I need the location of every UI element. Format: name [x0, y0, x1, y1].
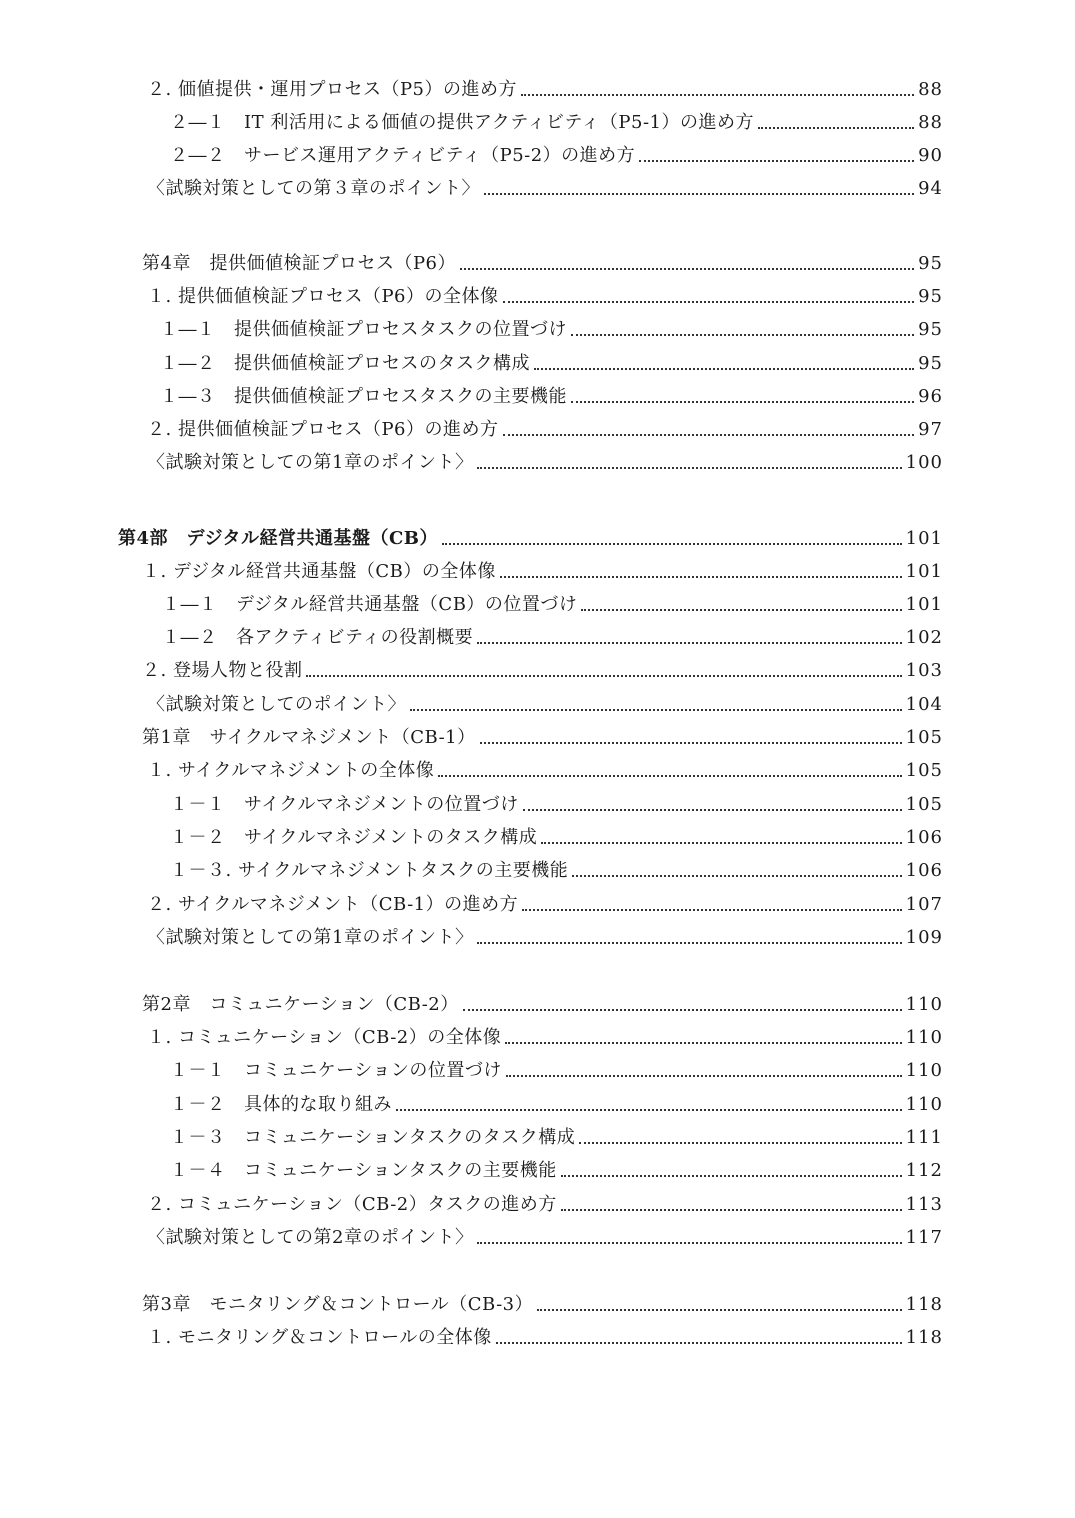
toc-entry-page-number: 95 [918, 253, 943, 274]
toc-entry[interactable] [170, 819, 943, 849]
toc-entry[interactable] [142, 553, 943, 583]
toc-entry-title: 〈試験対策としての第1章のポイント〉 [147, 927, 474, 948]
toc-dot-leader [503, 301, 915, 303]
toc-dot-leader [496, 1342, 902, 1344]
toc-dot-leader [579, 1142, 901, 1144]
toc-dot-leader [477, 1242, 901, 1244]
toc-entry-page-number: 95 [918, 353, 943, 374]
toc-entry-title: １－３. サイクルマネジメントタスクの主要機能 [170, 860, 569, 881]
toc-dot-leader [522, 909, 902, 911]
toc-dot-leader [572, 875, 901, 877]
toc-entry[interactable] [142, 719, 943, 749]
toc-entry[interactable] [162, 586, 943, 616]
toc-entry-page-number: 97 [918, 419, 943, 440]
toc-dot-leader [484, 193, 914, 195]
toc-dot-leader [460, 268, 914, 270]
toc-entry[interactable] [160, 345, 943, 375]
toc-dot-leader [581, 609, 901, 611]
toc-entry[interactable] [147, 1186, 943, 1216]
toc-entry-page-number: 118 [905, 1294, 943, 1315]
toc-dot-leader [442, 543, 902, 545]
toc-entry-page-number: 88 [918, 112, 943, 133]
toc-dot-leader [477, 642, 902, 644]
toc-dot-leader [541, 842, 901, 844]
toc-entry-page-number: 96 [918, 386, 943, 407]
toc-dot-leader [477, 942, 901, 944]
toc-entry[interactable] [170, 852, 943, 882]
toc-entry-title: １. デジタル経営共通基盤（CB）の全体像 [142, 561, 496, 582]
toc-dot-leader [523, 809, 902, 811]
toc-entry-page-number: 101 [905, 561, 943, 582]
toc-dot-leader [534, 368, 914, 370]
toc-entry-page-number: 107 [905, 894, 943, 915]
toc-entry-page-number: 112 [905, 1160, 943, 1181]
toc-entry[interactable] [147, 886, 943, 916]
toc-dot-leader [639, 160, 914, 162]
toc-entry-page-number: 117 [905, 1227, 943, 1248]
toc-entry[interactable] [170, 1152, 943, 1182]
toc-entry-title: １―２ 各アクティビティの役割概要 [162, 627, 474, 648]
toc-entry[interactable] [142, 245, 943, 275]
toc-entry[interactable] [160, 311, 943, 341]
toc-entry-title: 〈試験対策としての第３章のポイント〉 [147, 178, 480, 199]
toc-entry-page-number: 101 [905, 594, 943, 615]
toc-entry[interactable] [147, 686, 943, 716]
toc-entry[interactable] [170, 137, 943, 167]
toc-entry[interactable] [147, 1019, 943, 1049]
toc-entry-page-number: 110 [905, 1094, 943, 1115]
toc-entry-page-number: 94 [918, 178, 943, 199]
toc-entry-title: 第3章 モニタリング＆コントロール（CB-3） [142, 1294, 534, 1315]
toc-entry[interactable] [170, 1119, 943, 1149]
toc-entry-page-number: 95 [918, 319, 943, 340]
toc-dot-leader [758, 127, 914, 129]
toc-entry-title: 第4部 デジタル経営共通基盤（CB） [118, 528, 438, 549]
toc-entry-page-number: 110 [905, 1027, 943, 1048]
toc-entry-page-number: 101 [905, 528, 943, 549]
toc-entry-title: １. モニタリング＆コントロールの全体像 [147, 1327, 492, 1348]
toc-entry-page-number: 103 [905, 660, 943, 681]
toc-dot-leader [503, 434, 915, 436]
toc-entry-page-number: 109 [905, 927, 943, 948]
toc-entry-title: ２. 提供価値検証プロセス（P6）の進め方 [147, 419, 499, 440]
toc-entry-title: ２―２ サービス運用アクティビティ（P5-2）の進め方 [170, 145, 636, 166]
toc-dot-leader [396, 1109, 902, 1111]
toc-entry-title: １－２ 具体的な取り組み [170, 1094, 392, 1115]
toc-entry-page-number: 100 [905, 452, 943, 473]
toc-entry-page-number: 90 [918, 145, 943, 166]
toc-dot-leader [463, 1009, 902, 1011]
toc-entry-page-number: 104 [905, 694, 943, 715]
toc-entry-title: １. サイクルマネジメントの全体像 [147, 760, 435, 781]
toc-dot-leader [505, 1042, 901, 1044]
toc-entry-title: 〈試験対策としての第1章のポイント〉 [147, 452, 474, 473]
toc-entry-title: ２―１ IT 利活用による価値の提供アクティビティ（P5-1）の進め方 [170, 112, 755, 133]
toc-entry-page-number: 110 [905, 1060, 943, 1081]
toc-entry-title: ２. サイクルマネジメント（CB-1）の進め方 [147, 894, 519, 915]
toc-entry-page-number: 118 [905, 1327, 943, 1348]
toc-entry-page-number: 113 [905, 1194, 943, 1215]
toc-entry[interactable] [147, 919, 943, 949]
toc-entry-page-number: 106 [905, 827, 943, 848]
toc-entry[interactable] [147, 411, 943, 441]
toc-entry-title: ２. 価値提供・運用プロセス（P5）の進め方 [147, 79, 518, 100]
toc-entry[interactable] [147, 1319, 943, 1349]
toc-entry-title: 〈試験対策としての第2章のポイント〉 [147, 1227, 474, 1248]
toc-entry[interactable] [142, 1286, 943, 1316]
toc-entry-title: １－１ コミュニケーションの位置づけ [170, 1060, 502, 1081]
toc-entry[interactable] [162, 619, 943, 649]
toc-entry[interactable] [147, 752, 943, 782]
toc-entry-title: 〈試験対策としてのポイント〉 [147, 694, 406, 715]
toc-dot-leader [506, 1075, 902, 1077]
toc-entry-page-number: 106 [905, 860, 943, 881]
toc-entry-page-number: 102 [905, 627, 943, 648]
toc-entry[interactable] [147, 71, 943, 101]
toc-dot-leader [438, 775, 901, 777]
toc-entry[interactable] [147, 1219, 943, 1249]
toc-entry[interactable] [147, 278, 943, 308]
toc-entry-page-number: 105 [905, 794, 943, 815]
toc-entry-title: １. コミュニケーション（CB-2）の全体像 [147, 1027, 502, 1048]
toc-entry-title: ２. 登場人物と役割 [142, 660, 303, 681]
toc-entry-title: １－２ サイクルマネジメントのタスク構成 [170, 827, 538, 848]
toc-entry-title: １－３ コミュニケーションタスクのタスク構成 [170, 1127, 576, 1148]
toc-entry[interactable] [147, 170, 943, 200]
toc-entry-page-number: 105 [905, 760, 943, 781]
toc-entry[interactable] [160, 378, 943, 408]
toc-dot-leader [480, 742, 902, 744]
toc-entry-title: 第4章 提供価値検証プロセス（P6） [142, 253, 457, 274]
toc-entry-title: １. 提供価値検証プロセス（P6）の全体像 [147, 286, 499, 307]
toc-entry-title: １―１ 提供価値検証プロセスタスクの位置づけ [160, 319, 567, 340]
toc-entry-title: １―３ 提供価値検証プロセスタスクの主要機能 [160, 386, 567, 407]
toc-dot-leader [521, 94, 914, 96]
toc-entry[interactable] [118, 520, 943, 550]
toc-dot-leader [537, 1309, 902, 1311]
toc-entry-title: １－１ サイクルマネジメントの位置づけ [170, 794, 519, 815]
toc-dot-leader [500, 576, 902, 578]
toc-entry[interactable] [142, 652, 943, 682]
toc-entry[interactable] [147, 444, 943, 474]
toc-entry[interactable] [170, 786, 943, 816]
toc-entry-page-number: 95 [918, 286, 943, 307]
toc-entry-title: １―２ 提供価値検証プロセスのタスク構成 [160, 353, 530, 374]
toc-dot-leader [571, 401, 914, 403]
toc-dot-leader [571, 334, 914, 336]
toc-dot-leader [477, 467, 901, 469]
toc-entry-title: 第2章 コミュニケーション（CB-2） [142, 994, 459, 1015]
toc-dot-leader [561, 1209, 902, 1211]
toc-entry[interactable] [170, 1052, 943, 1082]
toc-dot-leader [410, 709, 902, 711]
toc-entry-page-number: 88 [918, 79, 943, 100]
toc-entry[interactable] [142, 986, 943, 1016]
toc-entry-title: １－４ コミュニケーションタスクの主要機能 [170, 1160, 557, 1181]
toc-entry-title: ２. コミュニケーション（CB-2）タスクの進め方 [147, 1194, 557, 1215]
toc-entry-title: 第1章 サイクルマネジメント（CB-1） [142, 727, 476, 748]
toc-entry[interactable] [170, 104, 943, 134]
toc-entry-page-number: 111 [905, 1127, 943, 1148]
toc-entry-title: １―１ デジタル経営共通基盤（CB）の位置づけ [162, 594, 578, 615]
toc-entry[interactable] [170, 1086, 943, 1116]
toc-dot-leader [561, 1175, 902, 1177]
toc-entry-page-number: 105 [905, 727, 943, 748]
toc-dot-leader [306, 675, 901, 677]
toc-entry-page-number: 110 [905, 994, 943, 1015]
